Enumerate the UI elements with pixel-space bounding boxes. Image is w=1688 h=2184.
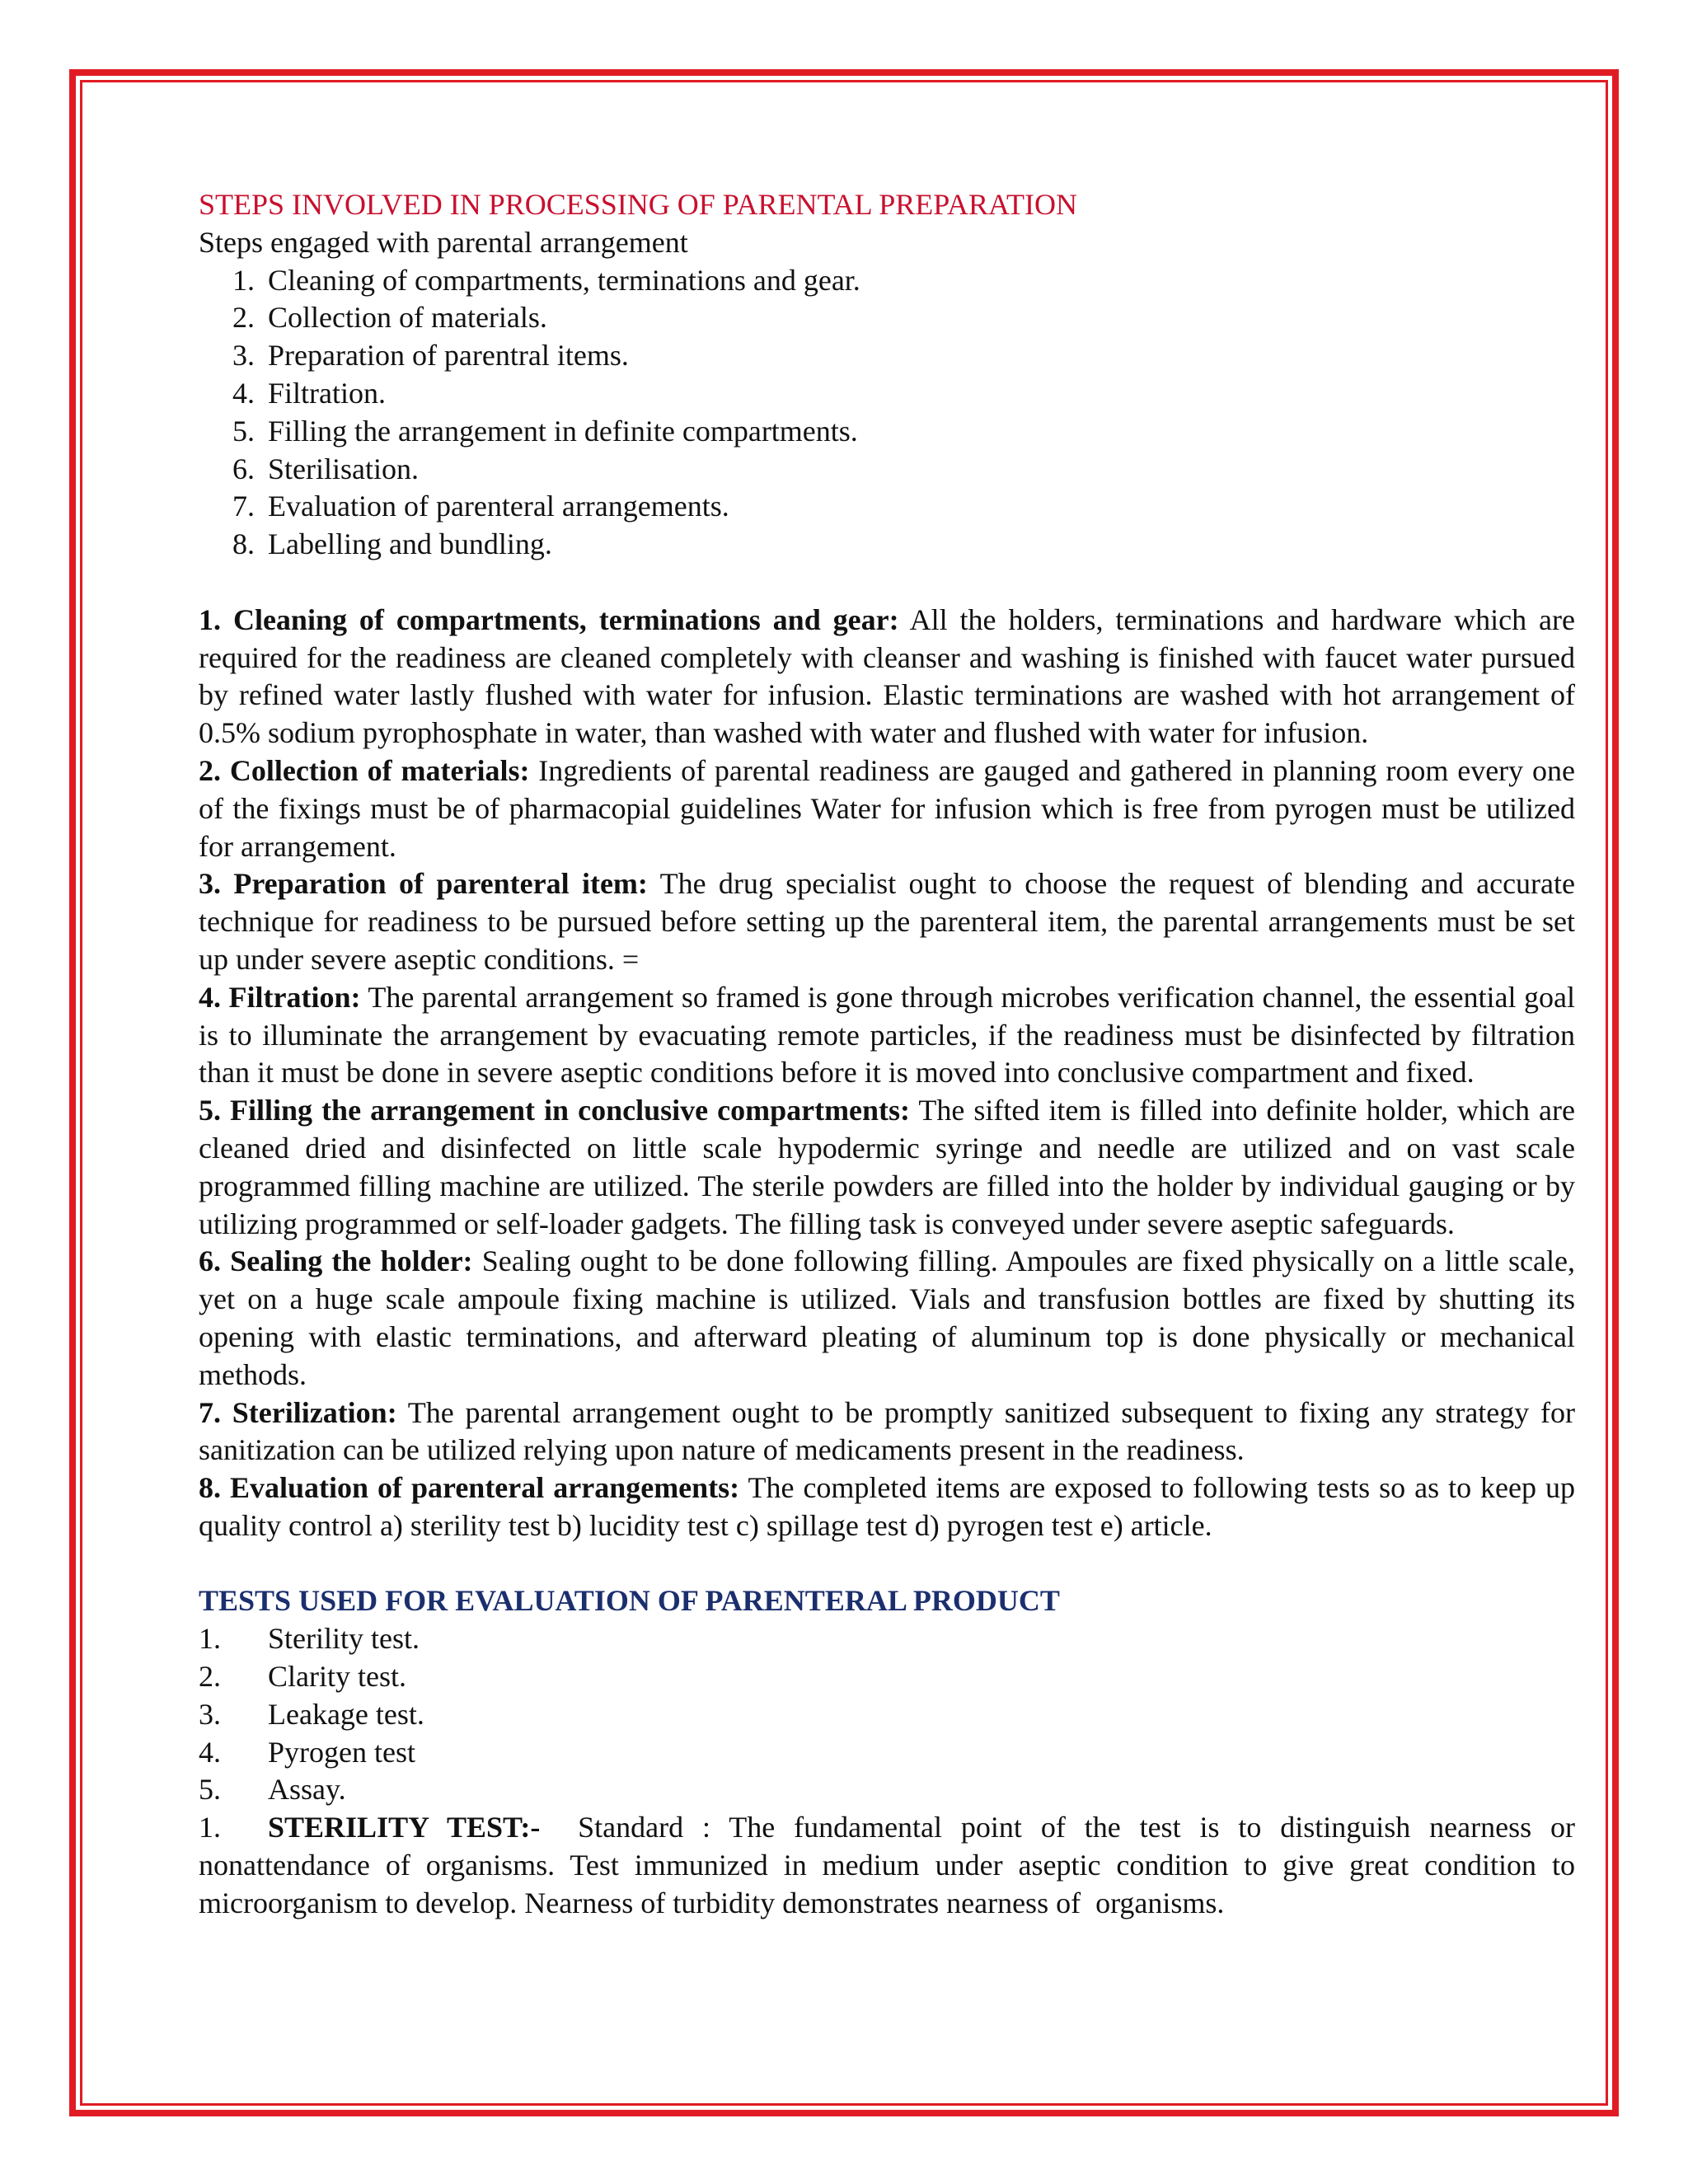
paragraph-body: Ingredients of parental readiness are gauged and gathered in planning room every one of the fixings must be of pharmacopial guidelines Water for infusion which is free from pyrogen must be utilized for arrangement.	[199, 753, 1575, 863]
document-body	[199, 186, 1582, 1923]
paragraph-collection	[199, 752, 1575, 865]
list-text: Assay.	[268, 1773, 346, 1807]
list-number: 2.	[232, 301, 255, 335]
spacer	[199, 1545, 1575, 1583]
list-item	[199, 1620, 1575, 1658]
paragraph-evaluation	[199, 1469, 1575, 1545]
list-text: Preparation of parentral items.	[268, 339, 629, 373]
paragraph-title: STERILITY TEST:-	[268, 1811, 541, 1844]
list-number: 5.	[199, 1773, 221, 1807]
list-text: Leakage test.	[268, 1697, 424, 1731]
paragraph-filtration	[199, 979, 1575, 1092]
paragraph-sterilization	[199, 1394, 1575, 1470]
section-heading-tests: TESTS USED FOR EVALUATION OF PARENTERAL PRODUCT	[199, 1584, 1060, 1618]
paragraph-sterility-test	[199, 1809, 1582, 1922]
list-item	[199, 488, 1575, 526]
list-number: 8.	[232, 527, 255, 561]
list-item	[199, 1734, 1575, 1772]
paragraph-body: All the holders, terminations and hardware which are required for the readiness are cleaned completely with cleanser and washing is finished with faucet water pursued by refined water lastly flushed with water for infusion. Elastic terminations are washed with hot arrangement of 0.5% sodium pyrophosphate in water, than washed with water and flushed with water for infusion.	[199, 602, 1575, 750]
list-item	[199, 262, 1575, 300]
list-number: 4.	[199, 1735, 221, 1769]
steps-list	[199, 262, 1575, 564]
paragraph-sealing	[199, 1243, 1575, 1394]
list-text: Labelling and bundling.	[268, 527, 552, 561]
paragraph-title: 2. Collection of materials:	[199, 753, 530, 787]
paragraph-title: 4. Filtration:	[199, 980, 361, 1014]
paragraph-body: The parental arrangement ought to be promptly sanitized subsequent to fixing any strategy for sanitization can be utilized relying upon nature of medicaments present in the readiness.	[199, 1395, 1575, 1467]
list-text: Sterilisation.	[268, 452, 419, 485]
paragraph-title: 1. Cleaning of compartments, terminations and gear:	[199, 602, 899, 636]
list-number: 5.	[232, 414, 255, 448]
list-item	[199, 337, 1575, 375]
list-text: Filtration.	[268, 376, 386, 410]
list-item	[199, 526, 1575, 564]
spacer	[199, 564, 1575, 602]
list-item	[199, 1658, 1575, 1696]
paragraph-body: The drug specialist ought to choose the request of blending and accurate technique for readiness to be pursued before setting up the parenteral item, the parental arrangements must be set up under severe aseptic conditions. =	[199, 867, 1575, 976]
list-number: 1.	[232, 263, 255, 297]
list-text: Clarity test.	[268, 1660, 406, 1694]
list-number: 4.	[232, 376, 255, 410]
paragraph-title: 6. Sealing the holder:	[199, 1244, 473, 1278]
paragraph-body: Standard : The fundamental point of the test is to distinguish nearness or nonattendance of organisms. Test immunized in medium under aseptic condition to give great condition to microorganism to develop. Nearness of turbidity demonstrates nearness of organisms.	[199, 1811, 1582, 1919]
list-number: 3.	[232, 339, 255, 373]
list-number: 1.	[199, 1622, 221, 1656]
section-heading-steps: STEPS INVOLVED IN PROCESSING OF PARENTAL PREPARATION	[199, 188, 1077, 221]
list-item	[199, 375, 1575, 413]
paragraph-title: 3. Preparation of parenteral item:	[199, 867, 648, 901]
paragraph-cleaning	[199, 602, 1575, 752]
list-text: Collection of materials.	[268, 301, 547, 335]
subheading: Steps engaged with parental arrangement	[199, 225, 688, 259]
list-text: Sterility test.	[268, 1622, 420, 1656]
list-number: 3.	[199, 1697, 221, 1731]
paragraph-title: 7. Sterilization:	[199, 1395, 397, 1429]
list-number: 1.	[199, 1811, 221, 1844]
list-text: Cleaning of compartments, terminations and gear.	[268, 263, 860, 297]
list-number: 6.	[232, 452, 255, 485]
paragraph-body: The parental arrangement so framed is gone through microbes verification channel, the essential goal is to illuminate the arrangement by evacuating remote particles, if the readiness must be disinfected by filtration than it must be done in severe aseptic conditions before it is moved into conclusive compartment and fixed.	[199, 980, 1575, 1090]
paragraph-body: The sifted item is filled into definite holder, which are cleaned dried and disinfected on little scale hypodermic syringe and needle are utilized and on vast scale programmed filling machine are utilized. The sterile powders are filled into the holder by individual gauging or by utilizing programmed or self-loader gadgets. The filling task is conveyed under severe aseptic safeguards.	[199, 1094, 1575, 1240]
list-text: Pyrogen test	[268, 1735, 415, 1769]
list-item	[199, 413, 1575, 451]
list-number: 2.	[199, 1660, 221, 1694]
tests-list	[199, 1620, 1575, 1809]
paragraph-body: The completed items are exposed to following tests so as to keep up quality control a) sterility test b) lucidity test c) spillage test d) pyrogen test e) article.	[199, 1471, 1575, 1542]
list-number: 7.	[232, 490, 255, 523]
list-item	[199, 1696, 1575, 1734]
list-item	[199, 1771, 1575, 1809]
list-item	[199, 451, 1575, 489]
list-text: Filling the arrangement in definite compartments.	[268, 414, 858, 448]
paragraph-filling	[199, 1092, 1575, 1243]
paragraph-title: 8. Evaluation of parenteral arrangements:	[199, 1471, 740, 1505]
list-item	[199, 299, 1575, 337]
list-text: Evaluation of parenteral arrangements.	[268, 490, 729, 523]
paragraph-preparation	[199, 865, 1575, 978]
paragraph-title: 5. Filling the arrangement in conclusive compartments:	[199, 1094, 911, 1127]
paragraph-body: Sealing ought to be done following filling. Ampoules are fixed physically on a little scale, yet on a huge scale ampoule fixing machine is utilized. Vials and transfusion bottles are fixed by shutting its opening with elastic terminations, and afterward pleating of aluminum top is done physically or mechanical methods.	[199, 1244, 1575, 1391]
